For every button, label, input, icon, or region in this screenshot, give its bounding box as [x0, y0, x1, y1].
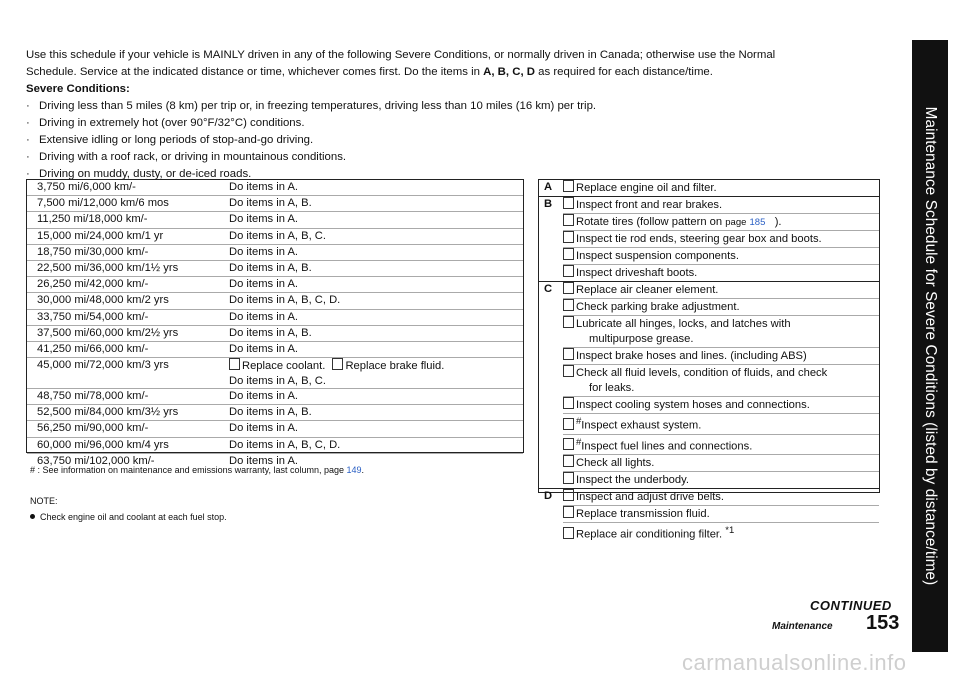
intro-text	[26, 47, 906, 183]
table-row	[27, 405, 523, 421]
maintenance-item: Replace air conditioning filter. $^{*1}$	[563, 523, 879, 543]
checkbox-icon	[563, 265, 574, 277]
maintenance-item: Inspect brake hoses and lines. (including ABS)	[563, 348, 879, 365]
action-cell: Do items in A.	[229, 278, 299, 291]
page-number: 153	[866, 612, 900, 634]
checkbox-icon	[563, 316, 574, 328]
maintenance-item: Check parking brake adjustment.	[563, 299, 879, 316]
table-row	[27, 438, 523, 454]
action-cell: Do items in A, B, C, D.	[229, 294, 341, 307]
maintenance-item: Inspect the underbody.	[563, 472, 879, 488]
table-row	[27, 261, 523, 277]
table-row	[27, 326, 523, 342]
checkbox-icon	[563, 506, 574, 518]
group-b	[539, 197, 879, 282]
maintenance-item: Inspect front and rear brakes.	[563, 197, 879, 214]
maintenance-item: #Inspect fuel lines and connections.	[563, 435, 879, 456]
checkbox-icon	[563, 365, 574, 377]
maintenance-item: Inspect cooling system hoses and connections.	[563, 397, 879, 414]
table-row	[27, 196, 523, 212]
note-item: Check engine oil and coolant at each fuel stop.	[30, 512, 227, 522]
distance-cell: 45,000 mi/72,000 km/3 yrs	[37, 359, 169, 372]
table-row	[27, 229, 523, 245]
action-cell: Do items in A.	[229, 454, 299, 467]
severe-conditions-heading: Severe Conditions:	[26, 83, 130, 95]
intro-line-2	[26, 64, 906, 81]
table-row	[27, 180, 523, 196]
condition-item: · Extensive idling or long periods of stop-and-go driving.	[26, 132, 906, 149]
maintenance-item: Rotate tires (follow pattern on page 185 ).	[563, 214, 879, 231]
action-cell: Do items in A.	[229, 213, 299, 226]
table-row	[27, 358, 523, 389]
condition-item: · Driving in extremely hot (over 90°F/32°C) conditions.	[26, 115, 906, 132]
distance-schedule-table	[26, 179, 524, 467]
checkbox-icon	[563, 397, 574, 409]
action-cell: Do items in A.	[229, 390, 299, 403]
table-row	[27, 310, 523, 326]
bullet-dot: ·	[26, 100, 30, 112]
group-letter: C	[544, 283, 553, 295]
intro-line-2-post: as required for each distance/time.	[535, 66, 713, 78]
maintenance-item: Check all lights.	[563, 455, 879, 472]
table-row	[27, 245, 523, 261]
checkbox-icon	[563, 527, 574, 539]
page-link[interactable]: 185	[749, 217, 766, 228]
checkbox-icon	[563, 489, 574, 501]
distance-cell: 22,500 mi/36,000 km/1½ yrs	[37, 261, 179, 274]
table-row	[27, 389, 523, 405]
distance-cell: 11,250 mi/18,000 km/-	[37, 213, 148, 226]
checkbox-icon	[563, 348, 574, 360]
distance-cell: 60,000 mi/96,000 km/4 yrs	[37, 438, 169, 451]
checkbox-icon	[563, 455, 574, 467]
condition-item: · Driving with a roof rack, or driving in mountainous conditions.	[26, 149, 906, 166]
bullet-dot: ·	[26, 117, 30, 129]
table-row	[27, 293, 523, 309]
distance-cell: 7,500 mi/12,000 km/6 mos	[37, 197, 169, 210]
distance-cell: 37,500 mi/60,000 km/2½ yrs	[37, 326, 179, 339]
group-letter: D	[544, 490, 553, 503]
table-row	[27, 421, 523, 437]
distance-cell: 15,000 mi/24,000 km/1 yr	[37, 229, 164, 242]
action-cell: Do items in A, B.	[229, 197, 312, 210]
group-letter: A	[544, 181, 553, 193]
action-cell: Do items in A, B.	[229, 326, 312, 339]
action-cell: Do items in A.	[229, 181, 299, 193]
bullet-dot: ·	[26, 134, 30, 146]
action-cell: Do items in A, B, C, D.	[229, 438, 341, 451]
checkbox-icon	[563, 282, 574, 294]
watermark: carmanualsonline.info	[682, 650, 907, 675]
checkbox-icon	[563, 418, 574, 430]
checkbox-icon	[563, 299, 574, 311]
distance-cell: 3,750 mi/6,000 km/-	[37, 181, 136, 193]
action-cell: Do items in A.	[229, 310, 299, 323]
maintenance-item: Replace engine oil and filter.	[563, 180, 879, 196]
bullet-dot: ·	[26, 168, 30, 180]
checkbox-icon	[563, 438, 574, 450]
distance-cell: 56,250 mi/90,000 km/-	[37, 422, 149, 435]
action-cell: Do items in A.	[229, 245, 299, 258]
distance-cell: 33,750 mi/54,000 km/-	[37, 310, 149, 323]
distance-cell: 52,500 mi/84,000 km/3½ yrs	[37, 406, 179, 419]
warranty-footnote: # : See information on maintenance and emissions warranty, last column, page 149.	[30, 465, 365, 475]
maintenance-item: Inspect tie rod ends, steering gear box and boots.	[563, 231, 879, 248]
checkbox-icon	[563, 197, 574, 209]
action-cell: Do items in A.	[229, 422, 299, 435]
maintenance-item: Inspect driveshaft boots.	[563, 265, 879, 281]
continued-label: CONTINUED	[810, 598, 892, 613]
action-cell: Do items in A, B.	[229, 406, 312, 419]
group-letter: B	[544, 198, 553, 210]
maintenance-item: Inspect suspension components.	[563, 248, 879, 265]
distance-cell: 63,750 mi/102,000 km/-	[37, 454, 155, 467]
note-title: NOTE:	[30, 496, 58, 506]
action-cell: Do items in A.	[229, 342, 299, 355]
distance-cell: 30,000 mi/48,000 km/2 yrs	[37, 294, 169, 307]
page-link[interactable]: 149	[346, 465, 362, 475]
action-cell: Do items in A, B, C.	[229, 229, 326, 242]
conditions-list	[26, 98, 906, 183]
intro-line-2-items: A, B, C, D	[483, 66, 536, 78]
maintenance-item: Check all fluid levels, condition of fluids, and check for leaks.	[563, 365, 879, 397]
checkbox-icon	[229, 358, 240, 370]
distance-cell: 41,250 mi/66,000 km/-	[37, 342, 149, 355]
checkbox-icon	[563, 214, 574, 226]
action-cell: Do items in A, B.	[229, 261, 312, 274]
distance-cell: 18,750 mi/30,000 km/-	[37, 245, 149, 258]
intro-line-2-pre: Schedule. Service at the indicated distance or time, whichever comes first. Do the items in	[26, 66, 484, 78]
distance-cell: 26,250 mi/42,000 km/-	[37, 278, 149, 291]
checkbox-icon	[332, 358, 343, 370]
checkbox-icon	[563, 231, 574, 243]
sidebar-title: Maintenance Schedule for Severe Conditions (listed by distance/time)	[922, 106, 939, 586]
maintenance-item: Replace air cleaner element.	[563, 282, 879, 299]
maintenance-item: Lubricate all hinges, locks, and latches with multipurpose grease.	[563, 316, 879, 348]
group-c	[539, 282, 879, 489]
group-d	[539, 489, 879, 543]
checkbox-icon	[563, 180, 574, 192]
condition-item: · Driving on muddy, dusty, or de-iced roads.	[26, 166, 906, 183]
table-row	[27, 342, 523, 358]
distance-cell: 48,750 mi/78,000 km/-	[37, 390, 149, 403]
action-cell: Replace coolant. Replace brake fluid. Do items in A, B, C.	[229, 360, 445, 388]
footnote-mark: *1	[725, 525, 735, 537]
table-row	[27, 212, 523, 228]
intro-line-1: Use this schedule if your vehicle is MAINLY driven in any of the following Severe Conditions, or normally driven in Canada; otherwise use the Normal	[26, 49, 776, 61]
condition-item: · Driving less than 5 miles (8 km) per trip or, in freezing temperatures, driving less than 10 miles (16 km) per trip.	[26, 98, 906, 115]
maintenance-item: #Inspect exhaust system.	[563, 414, 879, 435]
table-row	[27, 277, 523, 293]
maintenance-item: Replace transmission fluid.	[563, 506, 879, 523]
group-a	[539, 180, 879, 197]
maintenance-items-table	[538, 179, 880, 542]
section-name: Maintenance	[772, 621, 833, 632]
warranty-mark: #	[576, 416, 582, 427]
warranty-mark: #	[576, 436, 582, 448]
maintenance-item: Inspect and adjust drive belts.	[563, 489, 879, 506]
checkbox-icon	[563, 248, 574, 260]
bullet-dot: ·	[26, 151, 30, 163]
bullet-icon	[30, 514, 35, 519]
checkbox-icon	[563, 472, 574, 484]
